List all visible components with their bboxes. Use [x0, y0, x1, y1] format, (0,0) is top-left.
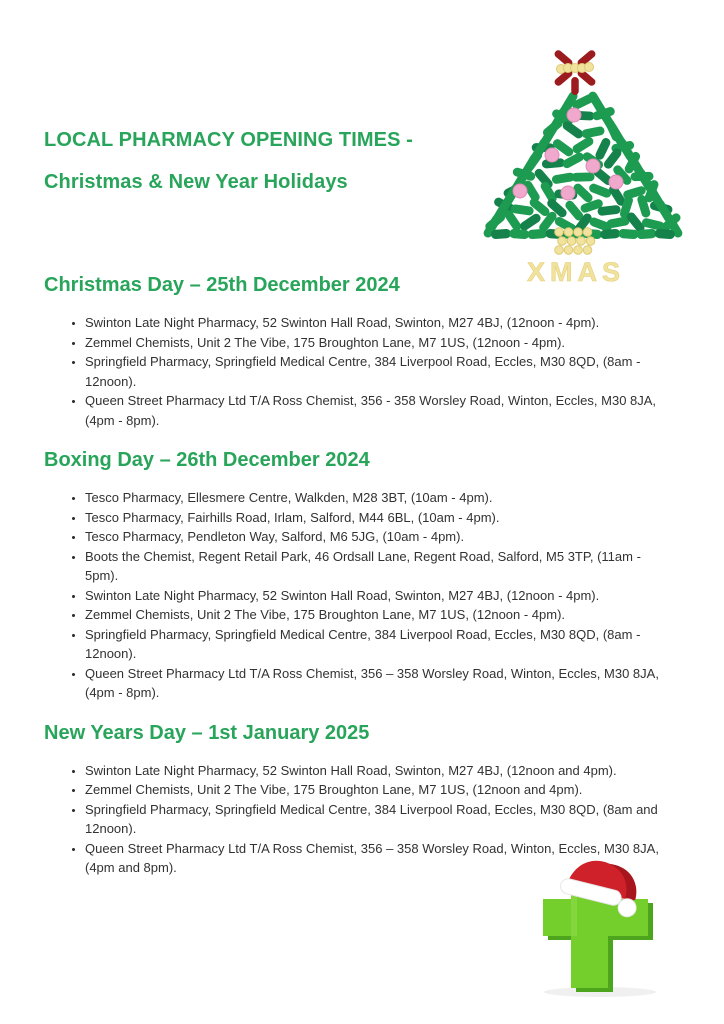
pharmacy-cross-santa-image — [538, 856, 672, 1000]
pharmacy-list-item: • Tesco Pharmacy, Pendleton Way, Salford, M6 5JG, (10am - 4pm). — [85, 527, 676, 547]
pharmacy-list-item: • Swinton Late Night Pharmacy, 52 Swinton Hall Road, Swinton, M27 4BJ, (12noon and 4pm). — [85, 761, 676, 781]
xmas-pill-lettering: XMAS — [526, 257, 626, 287]
pharmacy-list-item: • Boots the Chemist, Regent Retail Park, 46 Ordsall Lane, Regent Road, Salford, M5 3TP, (11am - 5pm). — [85, 547, 676, 586]
section-heading: New Years Day – 1st January 2025 — [44, 721, 370, 744]
pharmacy-list-item: • Swinton Late Night Pharmacy, 52 Swinton Hall Road, Swinton, M27 4BJ, (12noon - 4pm). — [85, 586, 676, 606]
pharmacy-list — [44, 488, 676, 703]
pharmacy-list-item: • Queen Street Pharmacy Ltd T/A Ross Chemist, 356 – 358 Worsley Road, Winton, Eccles, M30 8JA, (4pm - 8pm). — [85, 664, 676, 703]
document-title — [44, 128, 474, 194]
title-line-2: Christmas & New Year Holidays — [44, 171, 348, 193]
pharmacy-list-item: • Springfield Pharmacy, Springfield Medical Centre, 384 Liverpool Road, Eccles, M30 8QD, (8am - 12noon). — [85, 625, 676, 664]
pharmacy-list — [44, 313, 676, 430]
pills-christmas-tree-image — [483, 38, 685, 288]
holiday-section — [44, 447, 676, 703]
pharmacy-list-item: • Swinton Late Night Pharmacy, 52 Swinton Hall Road, Swinton, M27 4BJ, (12noon - 4pm). — [85, 313, 676, 333]
pharmacy-list-item: • Springfield Pharmacy, Springfield Medical Centre, 384 Liverpool Road, Eccles, M30 8QD, (8am - 12noon). — [85, 352, 676, 391]
pharmacy-list-item: • Zemmel Chemists, Unit 2 The Vibe, 175 Broughton Lane, M7 1US, (12noon - 4pm). — [85, 333, 676, 353]
section-heading: Christmas Day – 25th December 2024 — [44, 274, 400, 296]
pharmacy-list-item: • Tesco Pharmacy, Ellesmere Centre, Walkden, M28 3BT, (10am - 4pm). — [85, 488, 676, 508]
pharmacy-list-item: • Zemmel Chemists, Unit 2 The Vibe, 175 Broughton Lane, M7 1US, (12noon - 4pm). — [85, 605, 676, 625]
holiday-section — [44, 720, 676, 878]
sections — [44, 272, 676, 878]
pharmacy-list-item: • Queen Street Pharmacy Ltd T/A Ross Chemist, 356 - 358 Worsley Road, Winton, Eccles, M30 8JA, (4pm - 8pm). — [85, 391, 676, 430]
tree-capsules-layer — [483, 49, 684, 255]
pharmacy-list-item: • Queen Street Pharmacy Ltd T/A Ross Chemist, 356 – 358 Worsley Road, Winton, Eccles, M30 8JA, (4pm and 8pm). — [85, 839, 676, 878]
holiday-section — [44, 272, 676, 430]
title-line-1: LOCAL PHARMACY OPENING TIMES - — [44, 129, 413, 151]
pharmacy-list-item: • Springfield Pharmacy, Springfield Medical Centre, 384 Liverpool Road, Eccles, M30 8QD, (8am and 12noon). — [85, 800, 676, 839]
pharmacy-list-item: • Zemmel Chemists, Unit 2 The Vibe, 175 Broughton Lane, M7 1US, (12noon and 4pm). — [85, 780, 676, 800]
pharmacy-list-item: • Tesco Pharmacy, Fairhills Road, Irlam, Salford, M44 6BL, (10am - 4pm). — [85, 508, 676, 528]
section-heading: Boxing Day – 26th December 2024 — [44, 449, 370, 471]
